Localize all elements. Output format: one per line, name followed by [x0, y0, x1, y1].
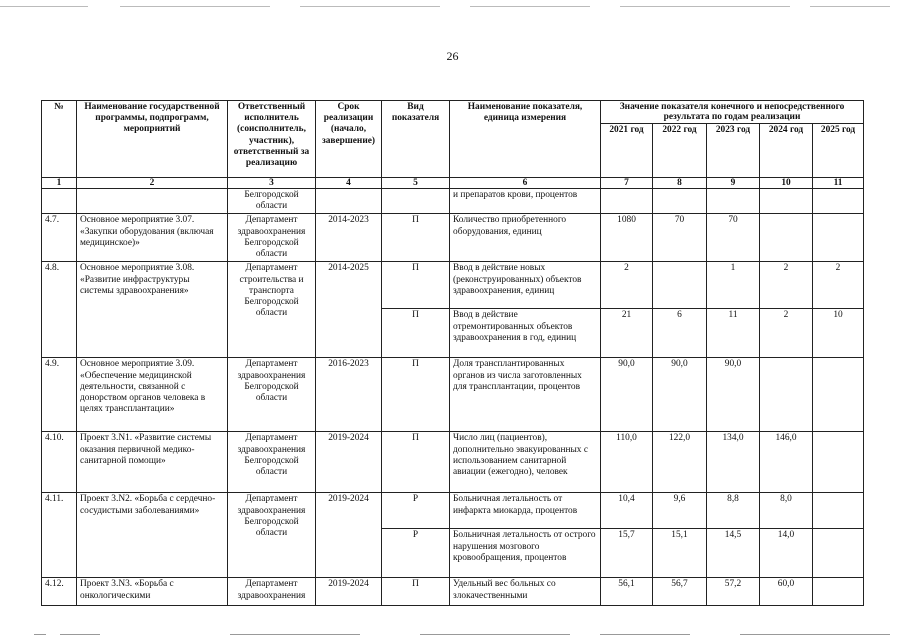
- value-2023: 90,0: [707, 358, 760, 432]
- column-number: 5: [382, 178, 450, 189]
- value-2021: 2: [601, 262, 653, 309]
- indicator-cell: Ввод в действие отремонтированных объектов здравоохранения в год, единиц: [450, 309, 601, 358]
- top-scan-rule: [620, 6, 790, 7]
- column-number: 1: [42, 178, 77, 189]
- column-number: 7: [601, 178, 653, 189]
- value-2021: 21: [601, 309, 653, 358]
- page-number: 26: [446, 49, 459, 63]
- value-2024: 14,0: [760, 529, 813, 578]
- value-2022: 122,0: [653, 432, 707, 493]
- row-number: 4.9.: [42, 358, 77, 432]
- term-cell: 2014-2025: [316, 262, 382, 358]
- value-2025: 2: [813, 262, 864, 309]
- executor-cell: Белгородской области: [228, 189, 316, 214]
- indicator-cell: Количество приобретенного оборудования, единиц: [450, 214, 601, 262]
- header-term: Срок реализации (начало, завершение): [316, 101, 382, 178]
- value-2024: [760, 358, 813, 432]
- value-2024: 2: [760, 262, 813, 309]
- indicator-type-cell: П: [382, 309, 450, 358]
- header-year-2023: 2023 год: [707, 124, 760, 178]
- indicator-cell: Число лиц (пациентов), дополнительно эвакуированных с использованием санитарной авиации (ежегодно), человек: [450, 432, 601, 493]
- value-2022: 15,1: [653, 529, 707, 578]
- term-cell: 2016-2023: [316, 358, 382, 432]
- indicator-type-cell: П: [382, 432, 450, 493]
- term-cell: 2019-2024: [316, 493, 382, 578]
- row-number: 4.8.: [42, 262, 77, 358]
- value-2025: [813, 214, 864, 262]
- header-indicator-type: Вид показателя: [382, 101, 450, 178]
- table-row: [42, 262, 864, 309]
- indicator-type-cell: Р: [382, 529, 450, 578]
- measure-name: Основное мероприятие 3.07. «Закупки оборудования (включая медицинское)»: [77, 214, 228, 262]
- header-year-2022: 2022 год: [653, 124, 707, 178]
- header-year-2024: 2024 год: [760, 124, 813, 178]
- executor-cell: Департамент здравоохранения Белгородской области: [228, 214, 316, 262]
- value-2024: 8,0: [760, 493, 813, 529]
- indicator-cell: Доля трансплантированных органов из числа заготовленных для трансплантации, процентов: [450, 358, 601, 432]
- bottom-scan-rule: [740, 634, 890, 635]
- measure-name: Основное мероприятие 3.08. «Развитие инфраструктуры системы здравоохранения»: [77, 262, 228, 358]
- header-indicator-name: Наименование показателя, единица измерения: [450, 101, 601, 178]
- indicator-type-cell: П: [382, 214, 450, 262]
- term-cell: 2019-2024: [316, 578, 382, 606]
- table-row: [42, 493, 864, 529]
- value-2021: 10,4: [601, 493, 653, 529]
- value-2022: 9,6: [653, 493, 707, 529]
- top-scan-rule: [0, 6, 88, 7]
- indicator-type-cell: П: [382, 262, 450, 309]
- term-cell: 2014-2023: [316, 214, 382, 262]
- value-2022: 70: [653, 214, 707, 262]
- indicator-cell: Ввод в действие новых (реконструированных) объектов здравоохранения, единиц: [450, 262, 601, 309]
- measure-name: Проект 3.N1. «Развитие системы оказания первичной медико-санитарной помощи»: [77, 432, 228, 493]
- value-2021: 1080: [601, 214, 653, 262]
- value-2025: [813, 358, 864, 432]
- row-number: 4.10.: [42, 432, 77, 493]
- column-number: 4: [316, 178, 382, 189]
- table-row: [42, 578, 864, 606]
- row-number: 4.11.: [42, 493, 77, 578]
- value-2024: 2: [760, 309, 813, 358]
- executor-cell: Департамент здравоохранения Белгородской области: [228, 432, 316, 493]
- header-name: Наименование государственной программы, подпрограмм, мероприятий: [77, 101, 228, 178]
- value-2024: 146,0: [760, 432, 813, 493]
- column-number: 11: [813, 178, 864, 189]
- value-2023: 70: [707, 214, 760, 262]
- indicator-type-cell: П: [382, 578, 450, 606]
- bottom-scan-rule: [60, 634, 100, 635]
- executor-cell: Департамент строительства и транспорта Белгородской области: [228, 262, 316, 358]
- indicator-cell: Больничная летальность от инфаркта миокарда, процентов: [450, 493, 601, 529]
- value-2022: [653, 262, 707, 309]
- bottom-scan-rule: [34, 634, 46, 635]
- value-2023: 14,5: [707, 529, 760, 578]
- value-2021: 110,0: [601, 432, 653, 493]
- table-row: [42, 214, 864, 262]
- header-values-group: Значение показателя конечного и непосредственного результата по годам реализации: [601, 101, 864, 124]
- value-2023: 11: [707, 309, 760, 358]
- measure-name: Проект 3.N3. «Борьба с онкологическими: [77, 578, 228, 606]
- value-2023: 134,0: [707, 432, 760, 493]
- header-num: №: [42, 101, 77, 178]
- column-number: 8: [653, 178, 707, 189]
- bottom-scan-rule: [600, 634, 690, 635]
- top-scan-rule: [810, 6, 890, 7]
- value-2025: [813, 493, 864, 529]
- column-number: 2: [77, 178, 228, 189]
- top-scan-rule: [470, 6, 590, 7]
- bottom-scan-rule: [420, 634, 570, 635]
- table-row: [42, 358, 864, 432]
- value-2022: 90,0: [653, 358, 707, 432]
- measure-name: Основное мероприятие 3.09. «Обеспечение медицинской деятельности, связанной с донорством органов человека в целях трансплантации»: [77, 358, 228, 432]
- top-scan-rule: [120, 6, 270, 7]
- indicator-type-cell: Р: [382, 493, 450, 529]
- term-cell: 2019-2024: [316, 432, 382, 493]
- header-year-2025: 2025 год: [813, 124, 864, 178]
- value-2025: [813, 432, 864, 493]
- value-2021: 15,7: [601, 529, 653, 578]
- executor-cell: Департамент здравоохранения Белгородской области: [228, 493, 316, 578]
- executor-cell: Департамент здравоохранения: [228, 578, 316, 606]
- table-row: [42, 189, 864, 214]
- program-indicators-table: [41, 100, 864, 606]
- indicator-cell: Больничная летальность от острого нарушения мозгового кровообращения, процентов: [450, 529, 601, 578]
- value-2022: 6: [653, 309, 707, 358]
- header-executor: Ответственный исполнитель (соисполнитель, участник), ответственный за реализацию: [228, 101, 316, 178]
- column-number: 9: [707, 178, 760, 189]
- column-number: 3: [228, 178, 316, 189]
- row-number: 4.12.: [42, 578, 77, 606]
- bottom-scan-rule: [230, 634, 360, 635]
- value-2023: 8,8: [707, 493, 760, 529]
- value-2022: 56,7: [653, 578, 707, 606]
- value-2021: 90,0: [601, 358, 653, 432]
- value-2024: 60,0: [760, 578, 813, 606]
- column-number-row: [42, 178, 864, 189]
- column-number: 10: [760, 178, 813, 189]
- value-2024: [760, 214, 813, 262]
- header-year-2021: 2021 год: [601, 124, 653, 178]
- indicator-cell: и препаратов крови, процентов: [450, 189, 601, 214]
- column-number: 6: [450, 178, 601, 189]
- value-2025: 10: [813, 309, 864, 358]
- value-2025: [813, 529, 864, 578]
- value-2025: [813, 578, 864, 606]
- indicator-type-cell: П: [382, 358, 450, 432]
- value-2023: 1: [707, 262, 760, 309]
- executor-cell: Департамент здравоохранения Белгородской области: [228, 358, 316, 432]
- top-scan-rule: [300, 6, 440, 7]
- indicator-cell: Удельный вес больных со злокачественными: [450, 578, 601, 606]
- row-number: 4.7.: [42, 214, 77, 262]
- measure-name: Проект 3.N2. «Борьба с сердечно-сосудистыми заболеваниями»: [77, 493, 228, 578]
- table-row: [42, 432, 864, 493]
- value-2021: 56,1: [601, 578, 653, 606]
- value-2023: 57,2: [707, 578, 760, 606]
